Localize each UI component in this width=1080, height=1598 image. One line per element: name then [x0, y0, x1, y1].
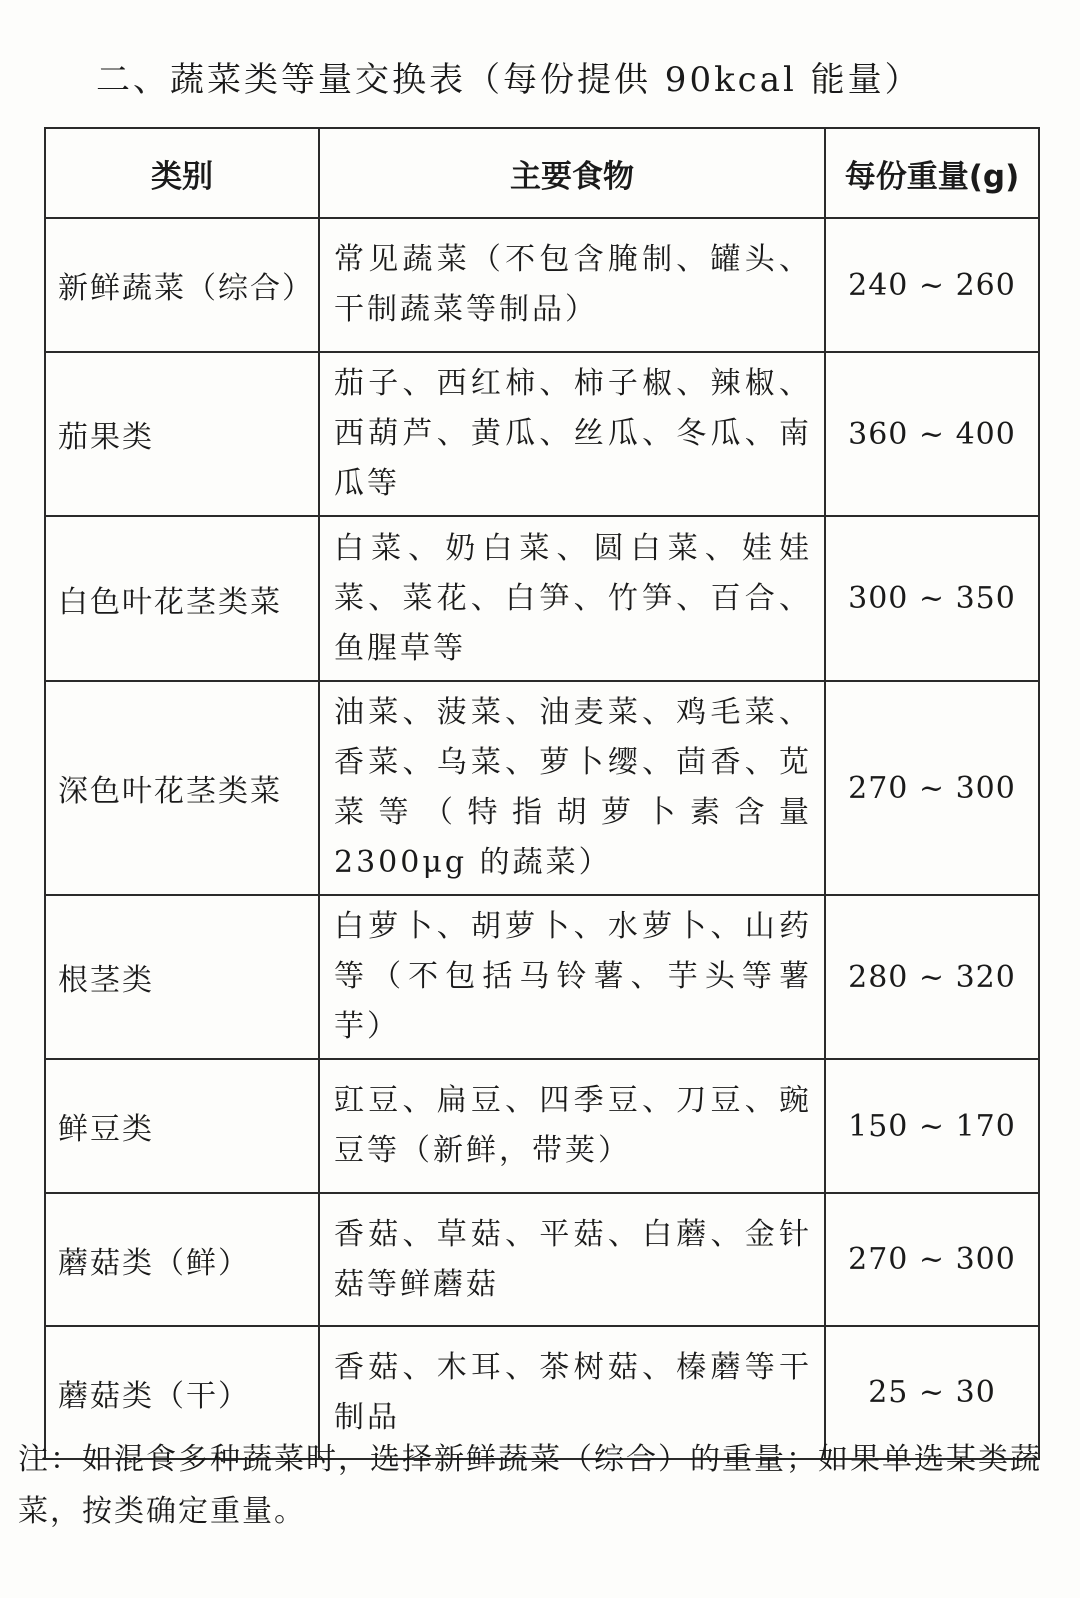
weight-cell: 280 ~ 320	[825, 895, 1039, 1059]
table-row	[45, 218, 1039, 352]
table-row	[45, 1059, 1039, 1193]
category-cell: 茄果类	[45, 352, 319, 516]
header-foods: 主要食物	[319, 128, 825, 218]
category-cell: 鲜豆类	[45, 1059, 319, 1193]
header-row	[45, 128, 1039, 218]
header-category: 类别	[45, 128, 319, 218]
foods-cell: 油菜、菠菜、油麦菜、鸡毛菜、香菜、乌菜、萝卜缨、茴香、苋菜等（特指胡萝卜素含量 2300μg 的蔬菜）	[319, 681, 825, 895]
table-row	[45, 516, 1039, 681]
weight-cell: 240 ~ 260	[825, 218, 1039, 352]
weight-cell: 360 ~ 400	[825, 352, 1039, 516]
foods-cell: 白萝卜、胡萝卜、水萝卜、山药等（不包括马铃薯、芋头等薯芋）	[319, 895, 825, 1059]
foods-cell: 香菇、草菇、平菇、白蘑、金针菇等鲜蘑菇	[319, 1193, 825, 1326]
foods-cell: 白菜、奶白菜、圆白菜、娃娃菜、菜花、白笋、竹笋、百合、鱼腥草等	[319, 516, 825, 681]
weight-cell: 270 ~ 300	[825, 681, 1039, 895]
table-title: 二、蔬菜类等量交换表（每份提供 90kcal 能量）	[96, 60, 922, 100]
category-cell: 蘑菇类（鲜）	[45, 1193, 319, 1326]
category-cell: 白色叶花茎类菜	[45, 516, 319, 681]
foods-cell: 茄子、西红柿、柿子椒、辣椒、西葫芦、黄瓜、丝瓜、冬瓜、南瓜等	[319, 352, 825, 516]
footnote: 注：如混食多种蔬菜时，选择新鲜蔬菜（综合）的重量；如果单选某类蔬菜，按类确定重量。	[18, 1442, 1042, 1529]
foods-cell: 常见蔬菜（不包含腌制、罐头、干制蔬菜等制品）	[319, 218, 825, 352]
table-row	[45, 895, 1039, 1059]
table-row	[45, 352, 1039, 516]
category-cell: 深色叶花茎类菜	[45, 681, 319, 895]
category-cell: 根茎类	[45, 895, 319, 1059]
vegetable-exchange-table	[44, 127, 1040, 1460]
foods-cell: 豇豆、扁豆、四季豆、刀豆、豌豆等（新鲜，带荚）	[319, 1059, 825, 1193]
category-cell: 新鲜蔬菜（综合）	[45, 218, 319, 352]
weight-cell: 25 ~ 30	[825, 1326, 1039, 1459]
table-row	[45, 681, 1039, 895]
weight-cell: 270 ~ 300	[825, 1193, 1039, 1326]
table-row	[45, 1193, 1039, 1326]
category-cell: 蘑菇类（干）	[45, 1326, 319, 1459]
foods-cell: 香菇、木耳、茶树菇、榛蘑等干制品	[319, 1326, 825, 1459]
header-weight: 每份重量(g)	[825, 128, 1039, 218]
weight-cell: 150 ~ 170	[825, 1059, 1039, 1193]
weight-cell: 300 ~ 350	[825, 516, 1039, 681]
